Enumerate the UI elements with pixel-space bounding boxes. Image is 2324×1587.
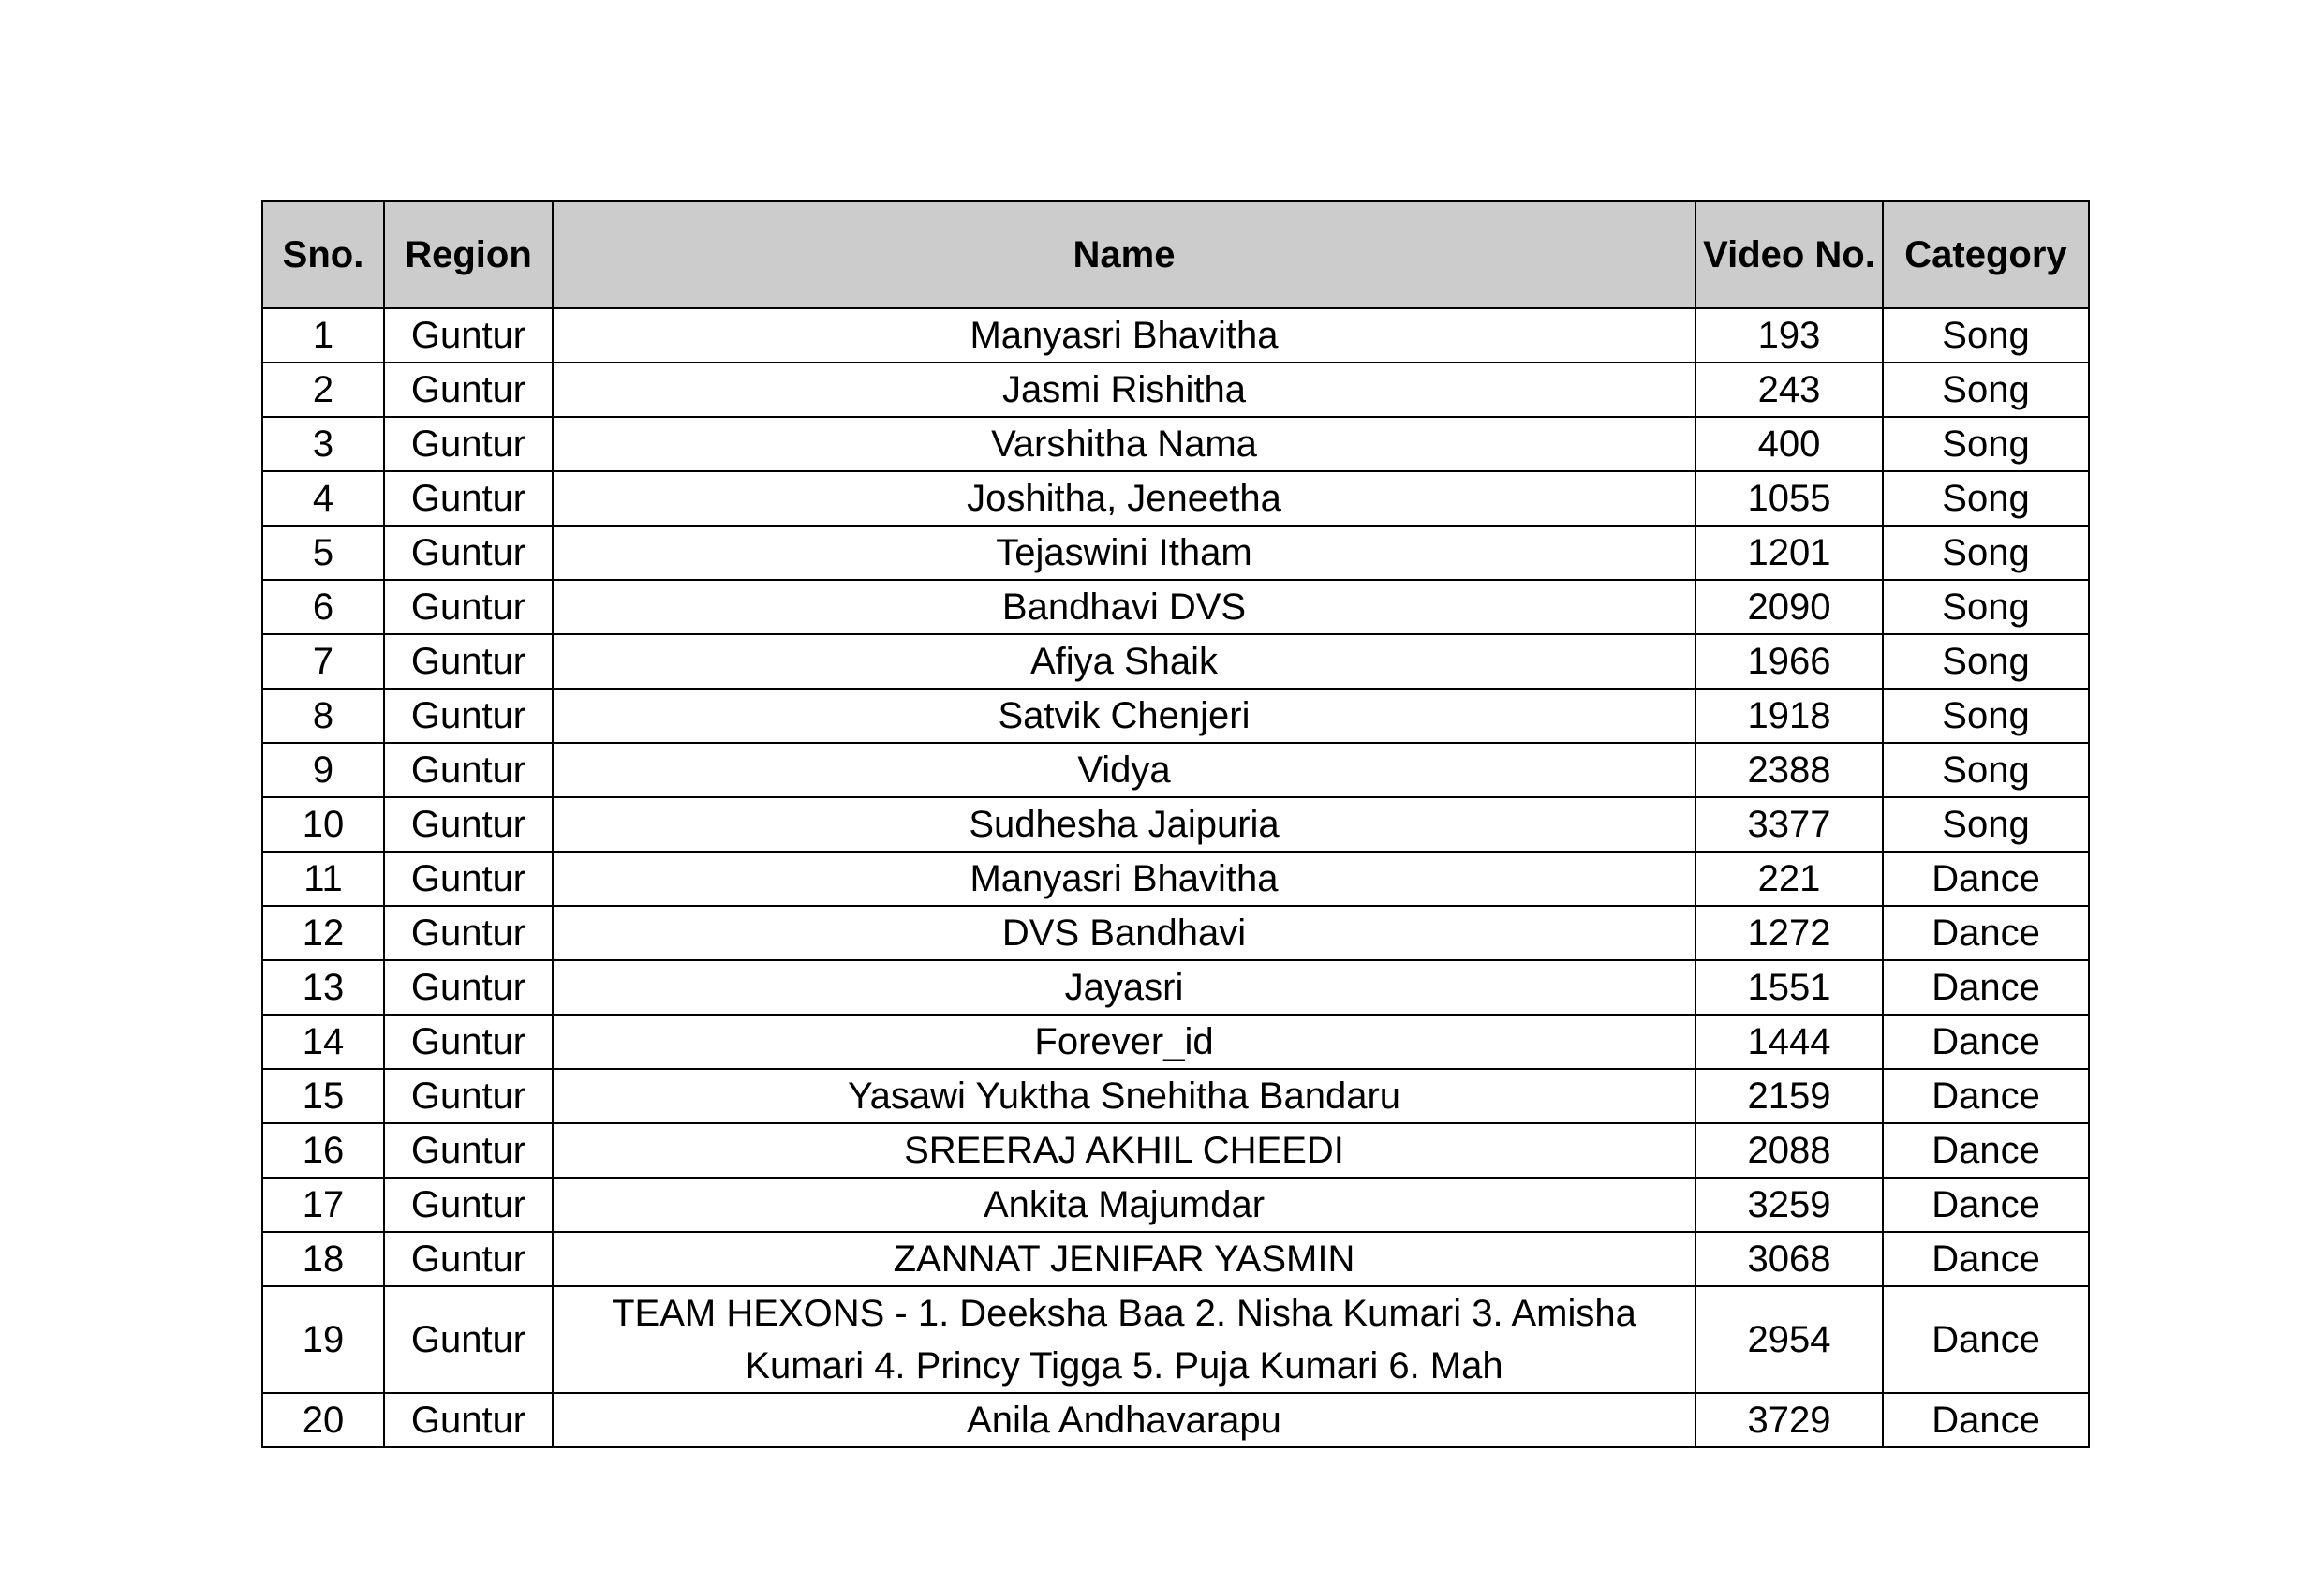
table-row — [262, 1393, 2089, 1447]
cell-name: Yasawi Yuktha Snehitha Bandaru — [553, 1069, 1695, 1123]
cell-sno: 8 — [262, 689, 384, 743]
cell-sno: 14 — [262, 1015, 384, 1069]
cell-category: Dance — [1883, 960, 2089, 1015]
cell-video-no: 1966 — [1695, 634, 1883, 689]
cell-name: Tejaswini Itham — [553, 526, 1695, 580]
cell-video-no: 3377 — [1695, 797, 1883, 852]
table-row — [262, 689, 2089, 743]
table-row — [262, 1069, 2089, 1123]
cell-sno: 15 — [262, 1069, 384, 1123]
cell-video-no: 243 — [1695, 363, 1883, 417]
document-page — [261, 200, 2090, 1448]
cell-video-no: 3729 — [1695, 1393, 1883, 1447]
cell-sno: 4 — [262, 471, 384, 526]
table-row — [262, 308, 2089, 363]
cell-region: Guntur — [384, 906, 553, 960]
cell-sno: 12 — [262, 906, 384, 960]
cell-name: Jayasri — [553, 960, 1695, 1015]
cell-region: Guntur — [384, 471, 553, 526]
table-row — [262, 1015, 2089, 1069]
table-row — [262, 743, 2089, 797]
cell-video-no: 1551 — [1695, 960, 1883, 1015]
cell-category: Dance — [1883, 1123, 2089, 1178]
cell-sno: 20 — [262, 1393, 384, 1447]
cell-category: Dance — [1883, 1232, 2089, 1286]
cell-category: Song — [1883, 526, 2089, 580]
cell-category: Dance — [1883, 1069, 2089, 1123]
cell-video-no: 221 — [1695, 852, 1883, 906]
cell-region: Guntur — [384, 308, 553, 363]
table-header-row — [262, 201, 2089, 308]
header-sno: Sno. — [262, 201, 384, 308]
cell-region: Guntur — [384, 1232, 553, 1286]
cell-region: Guntur — [384, 634, 553, 689]
table-row — [262, 1232, 2089, 1286]
cell-sno: 6 — [262, 580, 384, 634]
cell-region: Guntur — [384, 580, 553, 634]
cell-name: Ankita Majumdar — [553, 1178, 1695, 1232]
cell-region: Guntur — [384, 797, 553, 852]
cell-category: Dance — [1883, 1015, 2089, 1069]
header-region: Region — [384, 201, 553, 308]
participants-table — [261, 200, 2090, 1448]
cell-name: Sudhesha Jaipuria — [553, 797, 1695, 852]
cell-category: Dance — [1883, 906, 2089, 960]
cell-sno: 17 — [262, 1178, 384, 1232]
cell-video-no: 3068 — [1695, 1232, 1883, 1286]
table-row — [262, 471, 2089, 526]
cell-region: Guntur — [384, 1123, 553, 1178]
table-row — [262, 797, 2089, 852]
cell-video-no: 1201 — [1695, 526, 1883, 580]
cell-video-no: 2090 — [1695, 580, 1883, 634]
cell-category: Song — [1883, 580, 2089, 634]
table-row — [262, 417, 2089, 471]
cell-video-no: 2088 — [1695, 1123, 1883, 1178]
cell-category: Song — [1883, 471, 2089, 526]
cell-region: Guntur — [384, 689, 553, 743]
cell-region: Guntur — [384, 960, 553, 1015]
cell-region: Guntur — [384, 852, 553, 906]
cell-name: Joshitha, Jeneetha — [553, 471, 1695, 526]
cell-name: Afiya Shaik — [553, 634, 1695, 689]
header-video-no: Video No. — [1695, 201, 1883, 308]
cell-video-no: 1055 — [1695, 471, 1883, 526]
cell-name: Manyasri Bhavitha — [553, 308, 1695, 363]
cell-name: Varshitha Nama — [553, 417, 1695, 471]
cell-category: Song — [1883, 689, 2089, 743]
cell-video-no: 2388 — [1695, 743, 1883, 797]
table-row — [262, 1286, 2089, 1393]
cell-sno: 13 — [262, 960, 384, 1015]
cell-region: Guntur — [384, 1015, 553, 1069]
cell-video-no: 1272 — [1695, 906, 1883, 960]
header-name: Name — [553, 201, 1695, 308]
cell-region: Guntur — [384, 1286, 553, 1393]
table-row — [262, 1178, 2089, 1232]
cell-name: Manyasri Bhavitha — [553, 852, 1695, 906]
cell-category: Dance — [1883, 852, 2089, 906]
cell-category: Song — [1883, 363, 2089, 417]
cell-category: Dance — [1883, 1286, 2089, 1393]
table-row — [262, 960, 2089, 1015]
cell-sno: 5 — [262, 526, 384, 580]
cell-region: Guntur — [384, 1178, 553, 1232]
cell-video-no: 400 — [1695, 417, 1883, 471]
cell-name: Satvik Chenjeri — [553, 689, 1695, 743]
header-category: Category — [1883, 201, 2089, 308]
cell-category: Song — [1883, 743, 2089, 797]
cell-category: Song — [1883, 634, 2089, 689]
table-row — [262, 852, 2089, 906]
cell-category: Dance — [1883, 1393, 2089, 1447]
cell-name: DVS Bandhavi — [553, 906, 1695, 960]
cell-video-no: 1918 — [1695, 689, 1883, 743]
table-row — [262, 580, 2089, 634]
table-row — [262, 363, 2089, 417]
cell-video-no: 1444 — [1695, 1015, 1883, 1069]
cell-name: Anila Andhavarapu — [553, 1393, 1695, 1447]
cell-category: Song — [1883, 797, 2089, 852]
cell-sno: 3 — [262, 417, 384, 471]
cell-name: TEAM HEXONS - 1. Deeksha Baa 2. Nisha Kumari 3. Amisha Kumari 4. Princy Tigga 5. Puja Kumari 6. Mah — [553, 1286, 1695, 1393]
cell-region: Guntur — [384, 526, 553, 580]
cell-name: ZANNAT JENIFAR YASMIN — [553, 1232, 1695, 1286]
cell-sno: 2 — [262, 363, 384, 417]
cell-sno: 7 — [262, 634, 384, 689]
cell-category: Dance — [1883, 1178, 2089, 1232]
cell-sno: 10 — [262, 797, 384, 852]
cell-sno: 18 — [262, 1232, 384, 1286]
cell-name: Vidya — [553, 743, 1695, 797]
cell-category: Song — [1883, 417, 2089, 471]
cell-name: Jasmi Rishitha — [553, 363, 1695, 417]
cell-category: Song — [1883, 308, 2089, 363]
cell-sno: 19 — [262, 1286, 384, 1393]
cell-name: Forever_id — [553, 1015, 1695, 1069]
cell-name: SREERAJ AKHIL CHEEDI — [553, 1123, 1695, 1178]
cell-sno: 16 — [262, 1123, 384, 1178]
cell-sno: 11 — [262, 852, 384, 906]
cell-region: Guntur — [384, 1393, 553, 1447]
table-row — [262, 634, 2089, 689]
cell-sno: 1 — [262, 308, 384, 363]
cell-region: Guntur — [384, 1069, 553, 1123]
cell-video-no: 2159 — [1695, 1069, 1883, 1123]
cell-sno: 9 — [262, 743, 384, 797]
cell-region: Guntur — [384, 363, 553, 417]
cell-video-no: 3259 — [1695, 1178, 1883, 1232]
cell-video-no: 2954 — [1695, 1286, 1883, 1393]
table-row — [262, 906, 2089, 960]
cell-name: Bandhavi DVS — [553, 580, 1695, 634]
cell-video-no: 193 — [1695, 308, 1883, 363]
cell-region: Guntur — [384, 417, 553, 471]
table-row — [262, 526, 2089, 580]
cell-region: Guntur — [384, 743, 553, 797]
table-row — [262, 1123, 2089, 1178]
